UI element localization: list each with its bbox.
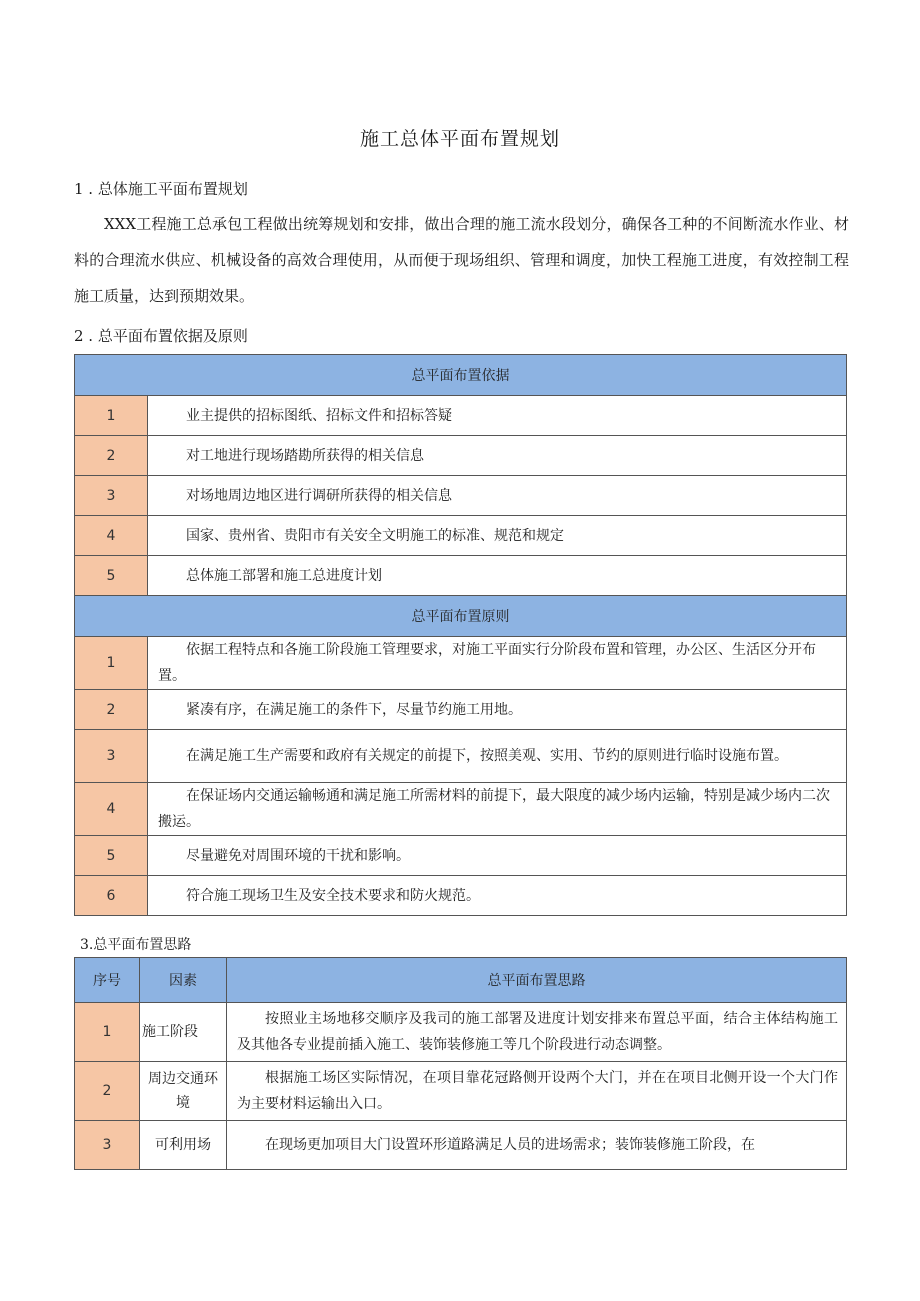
- idea-text: 在现场更加项目大门设置环形道路满足人员的进场需求；装饰装修施工阶段，在: [227, 1121, 847, 1170]
- row-number: 3: [75, 1121, 140, 1170]
- table-row: [75, 690, 847, 730]
- principle-text: 依据工程特点和各施工阶段施工管理要求，对施工平面实行分阶段布置和管理，办公区、生活区分开布置。: [148, 637, 847, 690]
- column-header-idea: 总平面布置思路: [227, 958, 847, 1003]
- table-row: [75, 556, 847, 596]
- principle-text: 在满足施工生产需要和政府有关规定的前提下，按照美观、实用、节约的原则进行临时设施布置。: [148, 730, 847, 783]
- table-row: [75, 876, 847, 916]
- row-number: 4: [75, 783, 148, 836]
- row-number: 1: [75, 396, 148, 436]
- idea-text: 根据施工场区实际情况，在项目靠花冠路侧开设两个大门，并在在项目北侧开设一个大门作为主要材料运输出入口。: [227, 1062, 847, 1121]
- principle-text: 符合施工现场卫生及安全技术要求和防火规范。: [148, 876, 847, 916]
- principle-text: 尽量避免对周围环境的干扰和影响。: [148, 836, 847, 876]
- table-row: [75, 516, 847, 556]
- row-number: 2: [75, 436, 148, 476]
- section-3-heading: 3.总平面布置思路: [80, 937, 192, 953]
- section-1-paragraph: XXX工程施工总承包工程做出统筹规划和安排，做出合理的施工流水段划分，确保各工种的不间断流水作业、材料的合理流水供应、机械设备的高效合理使用，从而便于现场组织、管理和调度，加快工程施工进度，有效控制工程施工质量，达到预期效果。: [74, 215, 849, 305]
- row-number: 1: [75, 637, 148, 690]
- basis-text: 对工地进行现场踏勘所获得的相关信息: [148, 436, 847, 476]
- section-1-heading: 1 . 总体施工平面布置规划: [74, 180, 248, 198]
- table-row: [75, 1003, 847, 1062]
- factor-cell: 可利用场: [140, 1121, 227, 1170]
- column-header-factor: 因素: [140, 958, 227, 1003]
- row-number: 3: [75, 476, 148, 516]
- table-row: [75, 637, 847, 690]
- principle-text: 在保证场内交通运输畅通和满足施工所需材料的前提下，最大限度的减少场内运输，特别是减少场内二次搬运。: [148, 783, 847, 836]
- table-row: [75, 836, 847, 876]
- basis-header: 总平面布置依据: [75, 355, 847, 396]
- document-title: 施工总体平面布置规划: [359, 128, 560, 150]
- row-number: 4: [75, 516, 148, 556]
- basis-principles-table: [74, 354, 847, 916]
- factor-cell: 施工阶段: [140, 1003, 227, 1062]
- row-number: 5: [75, 556, 148, 596]
- row-number: 2: [75, 690, 148, 730]
- factor-cell: 周边交通环境: [140, 1062, 227, 1121]
- table-row: [75, 396, 847, 436]
- row-number: 2: [75, 1062, 140, 1121]
- table-row: [75, 1062, 847, 1121]
- row-number: 5: [75, 836, 148, 876]
- layout-ideas-table: [74, 957, 847, 1170]
- basis-text: 业主提供的招标图纸、招标文件和招标答疑: [148, 396, 847, 436]
- table-row: [75, 476, 847, 516]
- table-row: [75, 436, 847, 476]
- basis-text: 国家、贵州省、贵阳市有关安全文明施工的标准、规范和规定: [148, 516, 847, 556]
- row-number: 6: [75, 876, 148, 916]
- row-number: 3: [75, 730, 148, 783]
- table-row: [75, 730, 847, 783]
- row-number: 1: [75, 1003, 140, 1062]
- table-row: [75, 1121, 847, 1170]
- principle-text: 紧凑有序，在满足施工的条件下，尽量节约施工用地。: [148, 690, 847, 730]
- table-row: [75, 783, 847, 836]
- basis-text: 总体施工部署和施工总进度计划: [148, 556, 847, 596]
- basis-text: 对场地周边地区进行调研所获得的相关信息: [148, 476, 847, 516]
- column-header-number: 序号: [75, 958, 140, 1003]
- idea-text: 按照业主场地移交顺序及我司的施工部署及进度计划安排来布置总平面，结合主体结构施工及其他各专业提前插入施工、装饰装修施工等几个阶段进行动态调整。: [227, 1003, 847, 1062]
- principles-header: 总平面布置原则: [75, 596, 847, 637]
- section-2-heading: 2 . 总平面布置依据及原则: [74, 327, 248, 345]
